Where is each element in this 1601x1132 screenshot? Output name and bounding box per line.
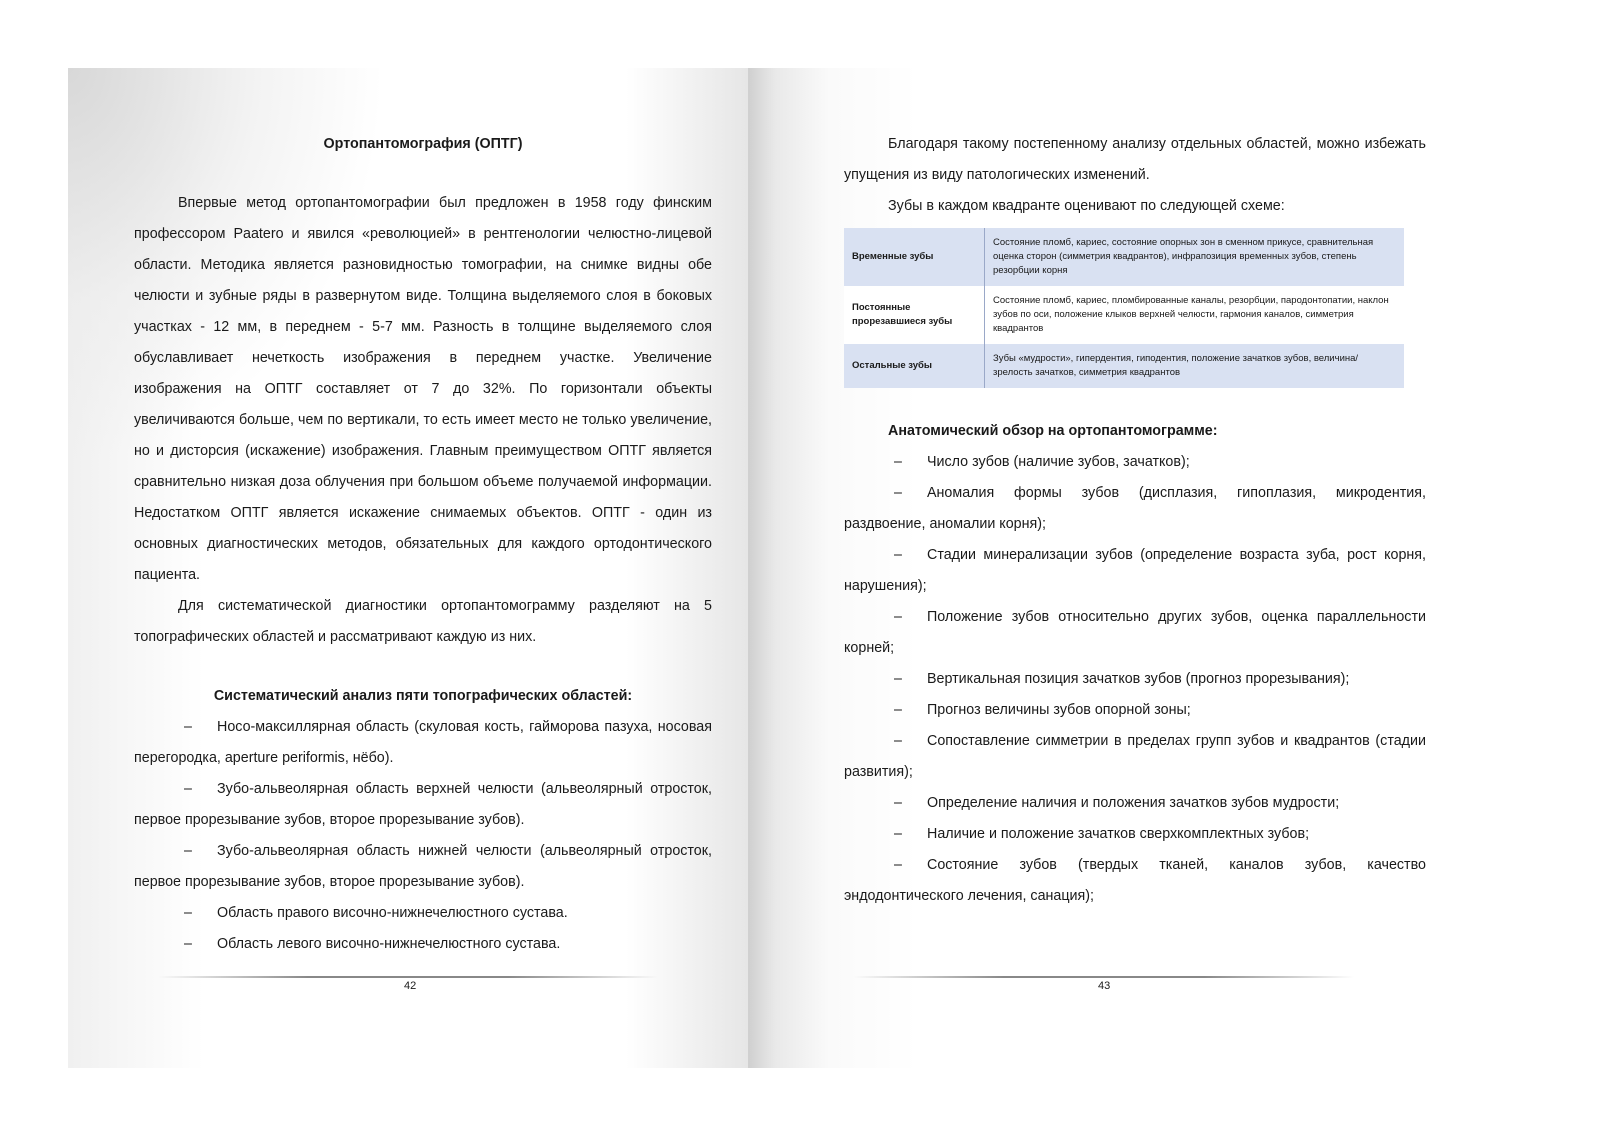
table-key-cell: Остальные зубы xyxy=(844,344,985,388)
list-item-text: Зубо-альвеолярная область верхней челюсти (альвеолярный отросток, первое прорезывание зубов, второе прорезывание зубов). xyxy=(134,781,712,828)
list-item-text: Носо-максиллярная область (скуловая кость, гайморова пазуха, носовая перегородка, aperture periformis, нёбо). xyxy=(134,719,712,766)
dash-marker: – xyxy=(894,547,902,563)
dash-marker: – xyxy=(894,702,902,718)
spacer xyxy=(844,388,1426,416)
list-item xyxy=(844,447,1426,478)
list-item-text: Прогноз величины зубов опорной зоны; xyxy=(927,702,1191,718)
table-row xyxy=(844,344,1404,388)
dash-marker: – xyxy=(894,671,902,687)
list-item xyxy=(134,774,712,836)
paragraph: Благодаря такому постепенному анализу отдельных областей, можно избежать упущения из виду патологических изменений. xyxy=(844,136,1426,183)
list-item-text: Аномалия формы зубов (дисплазия, гипоплазия, микродентия, раздвоение, аномалии корня); xyxy=(844,485,1426,532)
dash-marker: – xyxy=(894,485,902,501)
dash-marker: – xyxy=(894,826,902,842)
list-item xyxy=(844,602,1426,664)
list-item-text: Сопоставление симметрии в пределах групп зубов и квадрантов (стадии развития); xyxy=(844,733,1426,780)
list-item-text: Стадии минерализации зубов (определение возраста зуба, рост корня, нарушения); xyxy=(844,547,1426,594)
dash-marker: – xyxy=(184,936,192,952)
dash-marker: – xyxy=(184,781,192,797)
list-item xyxy=(844,819,1426,850)
table-value-cell: Состояние пломб, кариес, пломбированные каналы, резорбции, пародонтопатии, наклон зубов по оси, положение клыков верхней челюсти, гармония каналов, симметрия квадрантов xyxy=(985,286,1405,344)
list-item-text: Область левого височно-нижнечелюстного сустава. xyxy=(217,936,561,952)
table-key-cell: Временные зубы xyxy=(844,228,985,286)
dash-marker: – xyxy=(184,905,192,921)
spacer xyxy=(134,160,712,188)
list-item xyxy=(134,836,712,898)
list-item xyxy=(844,850,1426,912)
table-key-cell: Постоянные прорезавшиеся зубы xyxy=(844,286,985,344)
dash-marker: – xyxy=(894,733,902,749)
list-item xyxy=(844,695,1426,726)
list-item xyxy=(844,478,1426,540)
dash-marker: – xyxy=(184,843,192,859)
list-item-text: Область правого височно-нижнечелюстного сустава. xyxy=(217,905,568,921)
list-item-text: Зубо-альвеолярная область нижней челюсти (альвеолярный отросток, первое прорезывание зубов, второе прорезывание зубов). xyxy=(134,843,712,890)
section-title: Систематический анализ пяти топографических областей: xyxy=(213,688,633,704)
list-item xyxy=(134,712,712,774)
list-item-text: Число зубов (наличие зубов, зачатков); xyxy=(927,454,1190,470)
list-item xyxy=(844,726,1426,788)
footer-divider xyxy=(158,976,658,978)
left-page-content xyxy=(134,129,712,960)
dash-marker: – xyxy=(894,857,902,873)
list-item-text: Вертикальная позиция зачатков зубов (прогноз прорезывания); xyxy=(927,671,1350,687)
footer-divider xyxy=(854,976,1354,978)
list-item-text: Состояние зубов (твердых тканей, каналов зубов, качество эндодонтического лечения, санация); xyxy=(844,857,1426,904)
left-page xyxy=(68,68,748,1068)
dash-marker: – xyxy=(894,795,902,811)
list-item xyxy=(844,664,1426,695)
section-title: Анатомический обзор на ортопантомограмме: xyxy=(888,423,1218,439)
right-page-content xyxy=(844,129,1426,912)
list-item-text: Положение зубов относительно других зубов, оценка параллельности корней; xyxy=(844,609,1426,656)
paragraph: Впервые метод ортопантомографии был предложен в 1958 году финским профессором Paatero и явился «революцией» в рентгенологии челюстно-лицевой области. Методика является разновидностью томографии, на снимке видны обе челюсти и зубные ряды в развернутом виде. Толщина выделяемого слоя в боковых участках - 12 мм, в переднем - 5-7 мм. Разность в толщине выделяемого слоя обуславливает нечеткость изображения в переднем участке. Увеличение изображения на ОПТГ составляет от 7 до 32%. По горизонтали объекты увеличиваются больше, чем по вертикали, то есть имеет место не только увеличение, но и дисторсия (искажение) изображения. Главным преимуществом ОПТГ является сравнительно низкая доза облучения при большом объеме получаемой информации. Недостатком ОПТГ является искажение снимаемых объектов. ОПТГ - один из основных диагностических методов, обязательных для каждого ортодонтического пациента. xyxy=(134,195,712,583)
spacer xyxy=(134,653,712,681)
list-item xyxy=(844,788,1426,819)
list-item-text: Наличие и положение зачатков сверхкомплектных зубов; xyxy=(927,826,1310,842)
list-item xyxy=(134,898,712,929)
list-item-text: Определение наличия и положения зачатков зубов мудрости; xyxy=(927,795,1340,811)
list-item xyxy=(134,929,712,960)
table-row xyxy=(844,228,1404,286)
table-row xyxy=(844,286,1404,344)
list-item xyxy=(844,540,1426,602)
page-number: 43 xyxy=(1098,980,1111,992)
page-title: Ортопантомография (ОПТГ) xyxy=(323,136,523,152)
right-page xyxy=(748,68,1428,1068)
paragraph: Зубы в каждом квадранте оценивают по следующей схеме: xyxy=(888,198,1285,214)
dash-marker: – xyxy=(184,719,192,735)
table-value-cell: Состояние пломб, кариес, состояние опорных зон в сменном прикусе, сравнительная оценка сторон (симметрия квадрантов), инфрапозиция временных зубов, степень резорбции корня xyxy=(985,228,1405,286)
paragraph: Для систематической диагностики ортопантомограмму разделяют на 5 топографических областей и рассматривают каждую из них. xyxy=(134,598,712,645)
dash-marker: – xyxy=(894,609,902,625)
scheme-table xyxy=(844,228,1404,388)
page-number: 42 xyxy=(404,980,417,992)
table-value-cell: Зубы «мудрости», гипердентия, гиподентия, положение зачатков зубов, величина/зрелость зачатков, симметрия квадрантов xyxy=(985,344,1405,388)
dash-marker: – xyxy=(894,454,902,470)
